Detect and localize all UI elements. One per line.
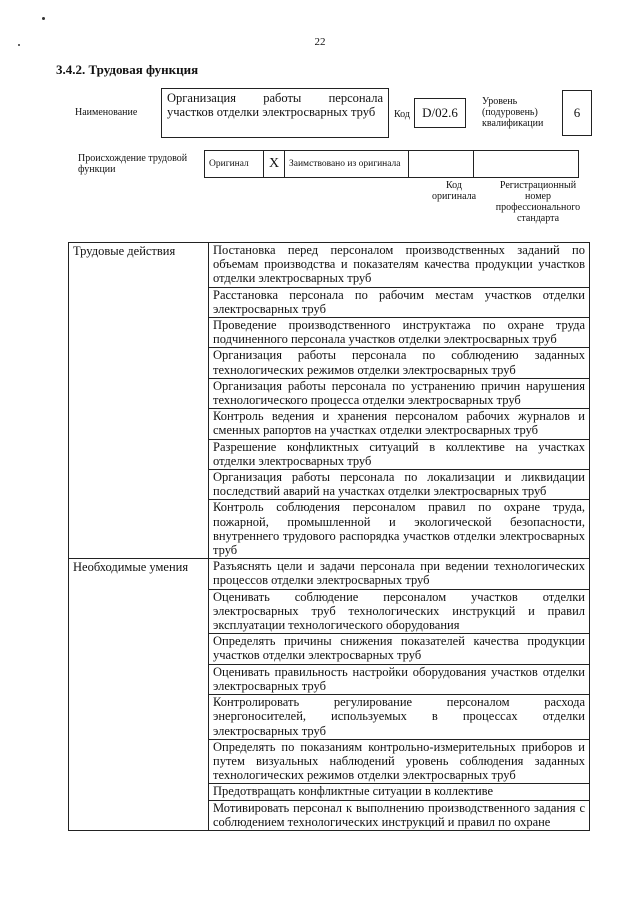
item-cell: Предотвращать конфликтные ситуации в коллективе — [209, 784, 590, 800]
level-label: Уровень (подуровень) квалификации — [482, 96, 544, 129]
item-cell: Постановка перед персоналом производственных заданий по объемам производства и показателям качества продукции участков отделки электросварных труб — [209, 243, 590, 288]
item-cell: Разрешение конфликтных ситуаций в коллективе на участках отделки электросварных труб — [209, 439, 590, 469]
scan-speck — [42, 17, 45, 20]
code-label: Код — [394, 109, 410, 120]
item-cell: Организация работы персонала по локализации и ликвидации последствий аварий на участках отделки электросварных труб — [209, 470, 590, 500]
origin-table — [204, 150, 579, 178]
reg-number-cell — [474, 151, 579, 178]
item-cell: Организация работы персонала по устранению причин нарушения технологического процесса отделки электросварных труб — [209, 378, 590, 408]
category-cell: Необходимые умения — [69, 559, 209, 831]
function-name-box: Организация работы персонала участков отделки электросварных труб — [161, 88, 389, 138]
item-cell: Мотивировать персонал к выполнению производственного задания с соблюдением технологических инструкций и правил по охране — [209, 800, 590, 830]
original-cell: Оригинал — [205, 151, 264, 178]
item-cell: Организация работы персонала по соблюдению заданных технологических режимов отделки электросварных труб — [209, 348, 590, 378]
item-cell: Расстановка персонала по рабочим местам участков отделки электросварных труб — [209, 287, 590, 317]
item-cell: Определять по показаниям контрольно-измерительных приборов и путем визуальных наблюдений уровень соблюдения заданных технологических режимов отделки электросварных труб — [209, 739, 590, 784]
origin-label: Происхождение трудовой функции — [78, 153, 188, 175]
page-number: 22 — [314, 36, 326, 48]
table-row — [69, 559, 590, 589]
level-box: 6 — [562, 90, 592, 136]
item-cell: Определять причины снижения показателей качества продукции участков отделки электросварных труб — [209, 634, 590, 664]
reg-number-caption: Регистрационный номер профессионального стандарта — [495, 180, 581, 224]
item-cell: Контроль соблюдения персоналом правил по охране труда, пожарной, промышленной и экологической безопасности, внутреннего трудового распорядка участков отделки электросварных труб — [209, 500, 590, 559]
section-title: 3.4.2. Трудовая функция — [56, 62, 199, 77]
code-original-caption: Код оригинала — [431, 180, 477, 202]
item-cell: Оценивать правильность настройки оборудования участков отделки электросварных труб — [209, 664, 590, 694]
code-box: D/02.6 — [414, 98, 466, 128]
function-table — [68, 242, 590, 831]
original-mark-cell: X — [264, 151, 285, 178]
item-cell: Контроль ведения и хранения персоналом рабочих журналов и сменных рапортов на участках отделки электросварных труб — [209, 409, 590, 439]
item-cell: Проведение производственного инструктажа по охране труда подчиненного персонала участков отделки электросварных труб — [209, 318, 590, 348]
category-cell: Трудовые действия — [69, 243, 209, 559]
name-label: Наименование — [75, 107, 138, 118]
table-row — [69, 243, 590, 288]
item-cell: Оценивать соблюдение персоналом участков отделки электросварных труб технологических инструкций и правил эксплуатации технологического оборудования — [209, 589, 590, 634]
item-cell: Контролировать регулирование персоналом расхода энергоносителей, используемых в процессах отделки электросварных труб — [209, 695, 590, 740]
borrowed-cell: Заимствовано из оригинала — [285, 151, 409, 178]
item-cell: Разъяснять цели и задачи персонала при ведении технологических процессов отделки электросварных труб — [209, 559, 590, 589]
original-code-cell — [409, 151, 474, 178]
